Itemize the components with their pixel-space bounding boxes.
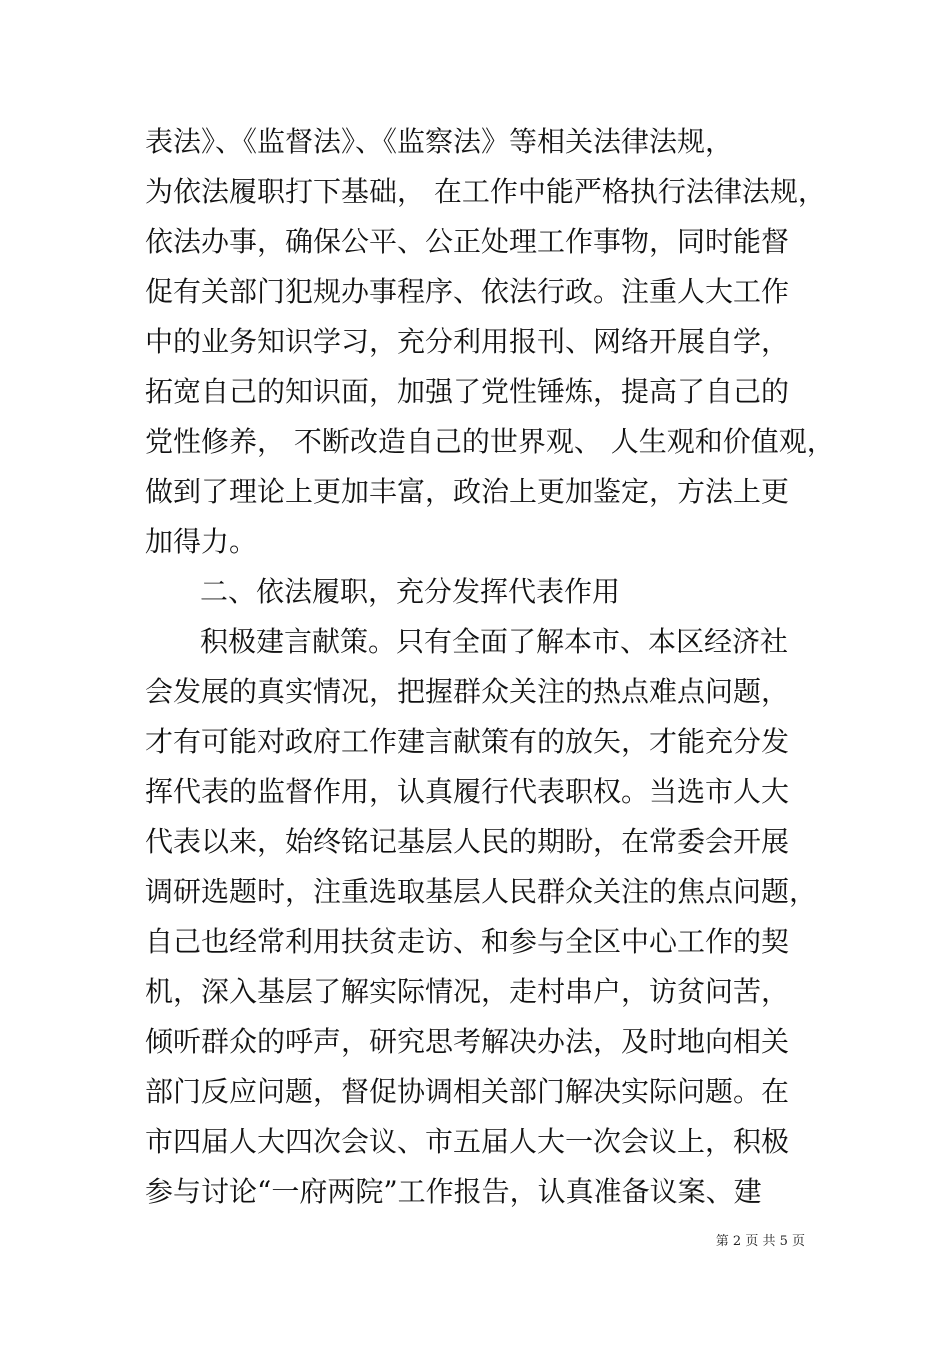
text-line: 表法》、《监督法》、《监察法》等相关法律法规， [145,125,734,158]
page-number: 第 2 页 共 5 页 [715,1234,805,1249]
text-line: 拓宽自己的知识面，加强了党性锤炼，提高了自己的 [145,375,790,408]
text-line: 为依法履职打下基础， 在工作中能严格执行法律法规， [145,175,826,208]
text-line: 市四届人大四次会议、市五届人大一次会议上，积极 [145,1125,790,1158]
text-line: 自己也经常利用扶贫走访、和参与全区中心工作的契 [145,925,790,958]
text-line: 做到了理论上更加丰富，政治上更加鉴定，方法上更 [145,475,790,508]
text-line: 倾听群众的呼声，研究思考解决办法，及时地向相关 [145,1025,790,1058]
text-line: 中的业务知识学习，充分利用报刊、网络开展自学， [145,325,790,358]
text-line: 加得力。 [145,525,258,558]
text-line: 调研选题时，注重选取基层人民群众关注的焦点问题， [145,875,818,908]
text-line: 才有可能对政府工作建言献策有的放矢，才能充分发 [145,725,790,758]
page-footer [0,1232,950,1252]
text-line: 会发展的真实情况，把握群众关注的热点难点问题， [145,675,790,708]
section-heading: 二、依法履职，充分发挥代表作用 [200,575,621,608]
text-line: 依法办事，确保公平、公正处理工作事物，同时能督 [145,225,790,258]
text-line: 部门反应问题，督促协调相关部门解决实际问题。在 [145,1075,790,1108]
text-line: 促有关部门犯规办事程序、依法行政。注重人大工作 [145,275,790,308]
text-line: 参与讨论“一府两院”工作报告，认真准备议案、建 [145,1175,762,1208]
text-line: 积极建言献策。只有全面了解本市、本区经济社 [200,625,789,658]
text-line: 机，深入基层了解实际情况，走村串户，访贫问苦， [145,975,790,1008]
text-line: 挥代表的监督作用，认真履行代表职权。当选市人大 [145,775,790,808]
text-line: 党性修养， 不断改造自己的世界观、 人生观和价值观， [145,425,835,458]
text-line: 代表以来，始终铭记基层人民的期盼，在常委会开展 [145,825,790,858]
